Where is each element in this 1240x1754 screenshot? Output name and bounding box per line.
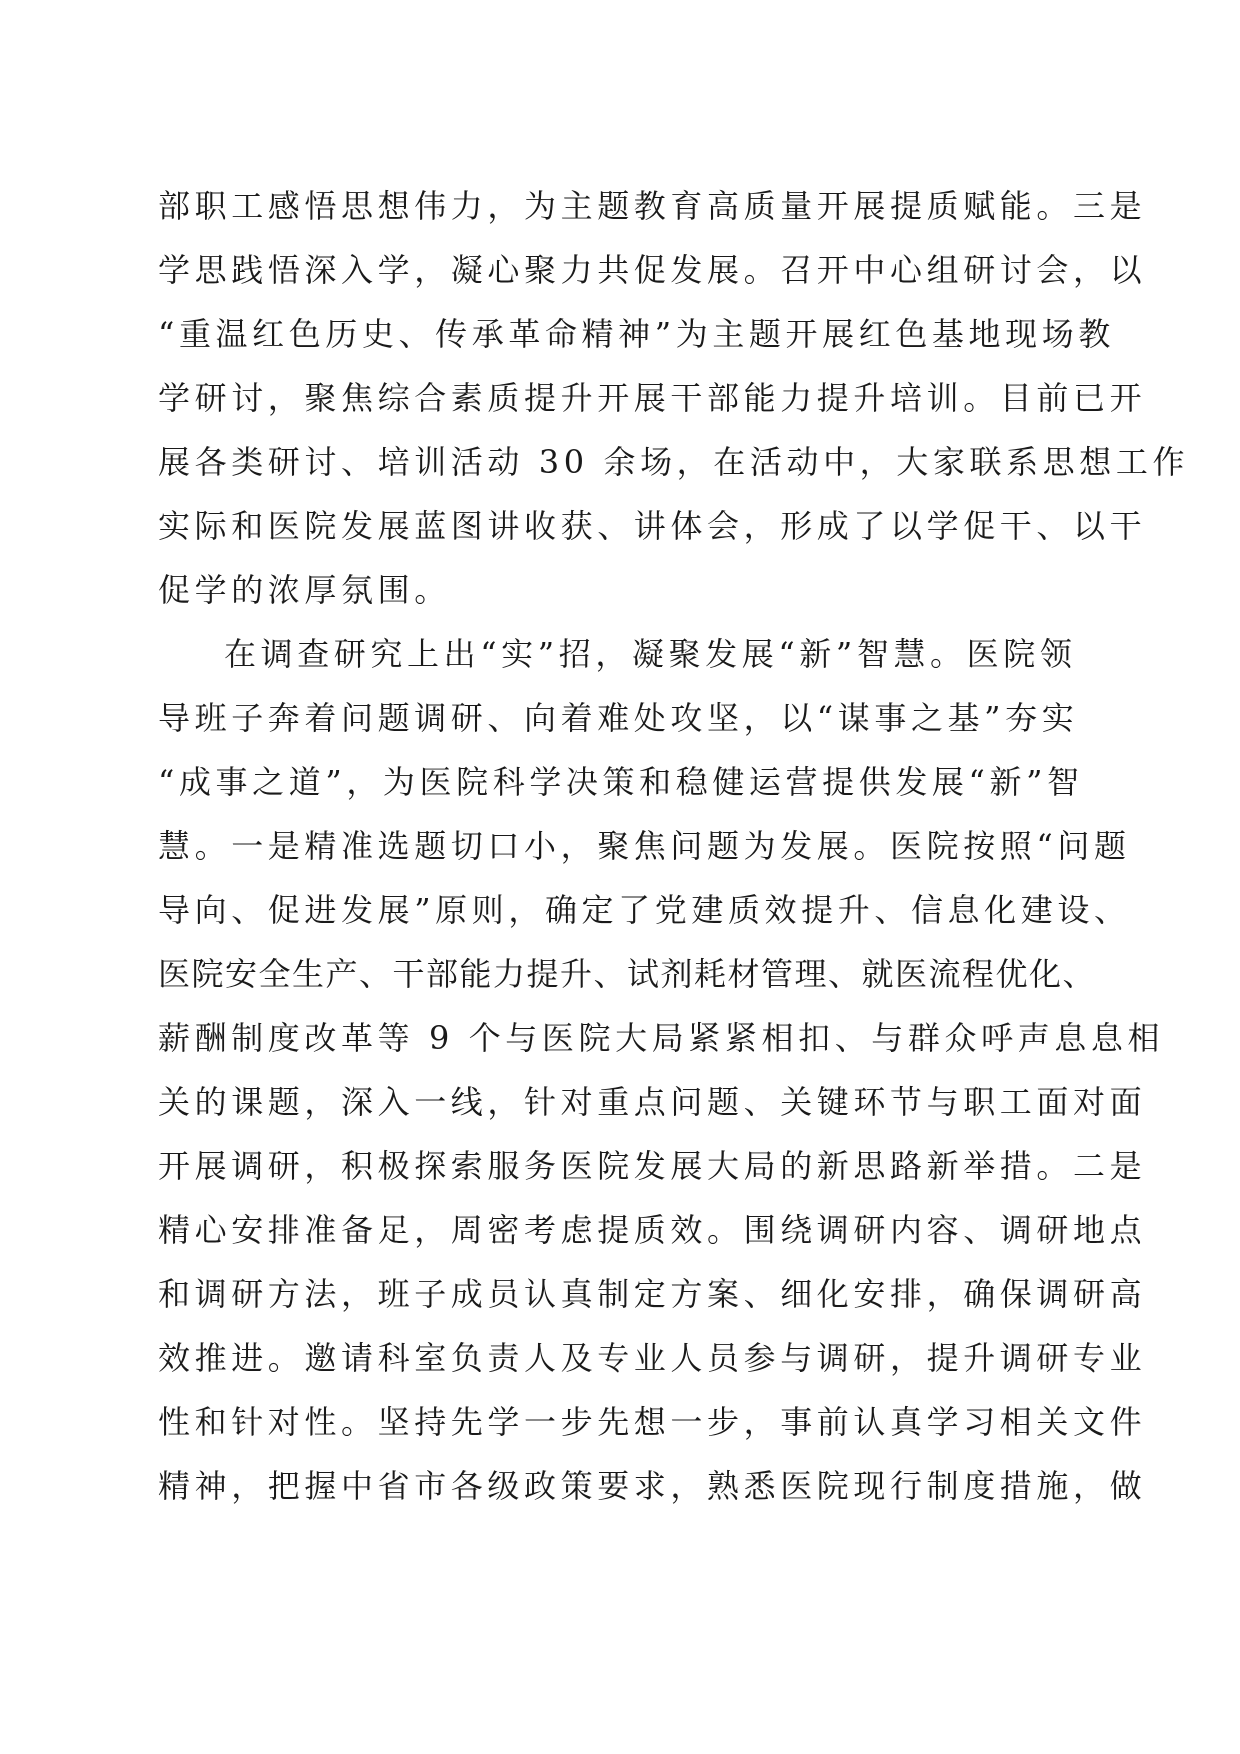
text-line: 展各类研讨、培训活动 30 余场，在活动中，大家联系思想工作 — [158, 443, 1190, 481]
text-line: 促学的浓厚氛围。 — [158, 571, 451, 609]
text-line: 实际和医院发展蓝图讲收获、讲体会，形成了以学促干、以干 — [158, 507, 1147, 545]
text-line: “成事之道”，为医院科学决策和稳健运营提供发展“新”智 — [158, 763, 1084, 801]
text-line: 精心安排准备足，周密考虑提质效。围绕调研内容、调研地点 — [158, 1211, 1147, 1249]
text-line: “重温红色历史、传承革命精神”为主题开展红色基地现场教 — [158, 315, 1115, 353]
text-line: 开展调研，积极探索服务医院发展大局的新思路新举措。二是 — [158, 1147, 1147, 1185]
text-line: 导向、促进发展”原则，确定了党建质效提升、信息化建设、 — [158, 891, 1131, 929]
text-line: 性和针对性。坚持先学一步先想一步，事前认真学习相关文件 — [158, 1403, 1147, 1441]
paragraph-start-line: 在调查研究上出“实”招，凝聚发展“新”智慧。医院领 — [224, 635, 1077, 673]
text-line: 精神，把握中省市各级政策要求，熟悉医院现行制度措施，做 — [158, 1467, 1147, 1505]
text-line: 导班子奔着问题调研、向着难处攻坚，以“谋事之基”夯实 — [158, 699, 1079, 737]
text-line: 部职工感悟思想伟力，为主题教育高质量开展提质赋能。三是 — [158, 187, 1147, 225]
text-line: 慧。一是精准选题切口小，聚焦问题为发展。医院按照“问题 — [158, 827, 1131, 865]
text-line: 学思践悟深入学，凝心聚力共促发展。召开中心组研讨会，以 — [158, 251, 1147, 289]
text-line: 薪酬制度改革等 9 个与医院大局紧紧相扣、与群众呼声息息相 — [158, 1019, 1165, 1057]
text-line: 医院安全生产、干部能力提升、试剂耗材管理、就医流程优化、 — [158, 955, 1097, 993]
text-line: 效推进。邀请科室负责人及专业人员参与调研，提升调研专业 — [158, 1339, 1147, 1377]
text-line: 学研讨，聚焦综合素质提升开展干部能力提升培训。目前已开 — [158, 379, 1147, 417]
body-text — [158, 186, 1190, 1530]
text-line: 关的课题，深入一线，针对重点问题、关键环节与职工面对面 — [158, 1083, 1147, 1121]
text-line: 和调研方法，班子成员认真制定方案、细化安排，确保调研高 — [158, 1275, 1147, 1313]
